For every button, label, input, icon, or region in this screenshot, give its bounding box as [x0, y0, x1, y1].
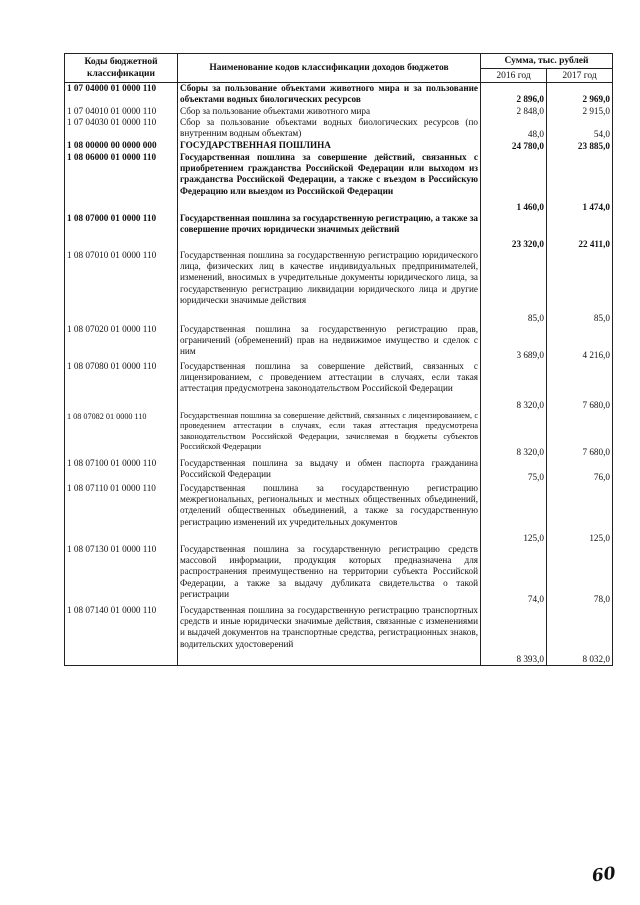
header-year-2017: 2017 год [547, 69, 613, 83]
header-year-2016: 2016 год [481, 69, 547, 83]
row-value-2017: 8 032,0 [547, 605, 613, 666]
row-code: 1 08 07082 01 0000 110 [65, 411, 178, 458]
revenue-table [64, 53, 613, 666]
table-row [65, 361, 613, 411]
row-value-2017: 23 885,0 [547, 140, 613, 152]
row-value-2017: 54,0 [547, 117, 613, 140]
row-value-2016: 2 896,0 [481, 83, 547, 106]
row-name: Государственная пошлина за государственную регистрацию прав, ограничений (обременений) прав на недвижимое имущество и сделок с ним [178, 324, 481, 361]
table-row [65, 83, 613, 106]
row-name: Государственная пошлина за государственную регистрацию средств массовой информации, продукция которых предназначена для распространения преимущественно на территории субъекта Российской Федерации, а также за выдачу дубликата свидетельства о такой регистрации [178, 544, 481, 605]
row-value-2017: 85,0 [547, 250, 613, 324]
table-row [65, 605, 613, 666]
row-name: Государственная пошлина за совершение действий, связанных с лицензированием, с проведением аттестации в случаях, если такая аттестация предусмотрена законодательством Российской Федерации [178, 361, 481, 411]
row-value-2017: 2 915,0 [547, 106, 613, 117]
row-code: 1 07 04010 01 0000 110 [65, 106, 178, 117]
table-row [65, 324, 613, 361]
row-code: 1 08 07100 01 0000 110 [65, 458, 178, 483]
page-number: 60 [590, 863, 617, 887]
row-value-2016: 8 320,0 [481, 411, 547, 458]
row-name: Государственная пошлина за государственную регистрацию, а также за совершение прочих юридически значимых действий [178, 213, 481, 250]
row-name: Государственная пошлина за государственную регистрацию транспортных средств и иные юридически значимые действия, связанные с изменениями и выдачей документов на транспортные средства, регистрационных знаков, водительских удостоверений [178, 605, 481, 666]
row-code: 1 07 04030 01 0000 110 [65, 117, 178, 140]
table-row [65, 140, 613, 152]
row-name: Государственная пошлина за выдачу и обмен паспорта гражданина Российской Федерации [178, 458, 481, 483]
table-row [65, 152, 613, 213]
row-name: Государственная пошлина за совершение действий, связанных с лицензированием, с проведением аттестации в случаях, если такая аттестация предусмотрена законодательством Российской Федерации, зачисляемая в бюджеты субъектов Российской Федерации [178, 411, 481, 458]
row-code: 1 08 07140 01 0000 110 [65, 605, 178, 666]
row-value-2017: 125,0 [547, 483, 613, 544]
row-name: Сборы за пользование объектами животного мира и за пользование объектами водных биологических ресурсов [178, 83, 481, 106]
row-name: Государственная пошлина за государственную регистрацию юридического лица, физических лиц в качестве индивидуальных предпринимателей, изменений, вносимых в учредительные документы юридического лица, за государственную регистрацию ликвидации юридического лица и другие юридически значимые действия [178, 250, 481, 324]
header-codes: Коды бюджетной классификации [65, 54, 178, 83]
row-value-2016: 8 320,0 [481, 361, 547, 411]
row-value-2016: 3 689,0 [481, 324, 547, 361]
row-value-2016: 24 780,0 [481, 140, 547, 152]
row-value-2016: 48,0 [481, 117, 547, 140]
row-value-2017: 22 411,0 [547, 213, 613, 250]
row-value-2016: 74,0 [481, 544, 547, 605]
row-code: 1 07 04000 01 0000 110 [65, 83, 178, 106]
table-row [65, 483, 613, 544]
table-row [65, 117, 613, 140]
row-value-2017: 1 474,0 [547, 152, 613, 213]
row-name: Государственная пошлина за государственную регистрацию межрегиональных, региональных и местных общественных объединений, отделений общественных объединений, а также за государственную регистрацию изменений их учредительных документов [178, 483, 481, 544]
row-code: 1 08 00000 00 0000 000 [65, 140, 178, 152]
row-value-2016: 1 460,0 [481, 152, 547, 213]
row-value-2017: 76,0 [547, 458, 613, 483]
table-row [65, 411, 613, 458]
row-code: 1 08 07110 01 0000 110 [65, 483, 178, 544]
table-row [65, 544, 613, 605]
row-code: 1 08 07020 01 0000 110 [65, 324, 178, 361]
row-value-2017: 4 216,0 [547, 324, 613, 361]
header-sum: Сумма, тыс. рублей [481, 54, 613, 69]
table-row [65, 213, 613, 250]
row-code: 1 08 07000 01 0000 110 [65, 213, 178, 250]
table-body [65, 83, 613, 666]
row-name: Сбор за пользование объектами водных биологических ресурсов (по внутренним водным объектам) [178, 117, 481, 140]
row-code: 1 08 07010 01 0000 110 [65, 250, 178, 324]
table-row [65, 250, 613, 324]
row-code: 1 08 07130 01 0000 110 [65, 544, 178, 605]
row-code: 1 08 07080 01 0000 110 [65, 361, 178, 411]
row-value-2017: 7 680,0 [547, 361, 613, 411]
row-value-2016: 2 848,0 [481, 106, 547, 117]
row-value-2017: 2 969,0 [547, 83, 613, 106]
row-value-2017: 78,0 [547, 544, 613, 605]
row-value-2016: 75,0 [481, 458, 547, 483]
row-code: 1 08 06000 01 0000 110 [65, 152, 178, 213]
row-value-2017: 7 680,0 [547, 411, 613, 458]
row-name: Государственная пошлина за совершение действий, связанных с приобретением гражданства Российской Федерации или выходом из гражданства Российской Федерации, а также с въездом в Российскую Федерацию или выездом из Российской Федерации [178, 152, 481, 213]
row-value-2016: 85,0 [481, 250, 547, 324]
table-row [65, 458, 613, 483]
row-value-2016: 125,0 [481, 483, 547, 544]
table-row [65, 106, 613, 117]
row-value-2016: 8 393,0 [481, 605, 547, 666]
row-name: Сбор за пользование объектами животного мира [178, 106, 481, 117]
header-name: Наименование кодов классификации доходов бюджетов [178, 54, 481, 83]
row-value-2016: 23 320,0 [481, 213, 547, 250]
row-name: ГОСУДАРСТВЕННАЯ ПОШЛИНА [178, 140, 481, 152]
